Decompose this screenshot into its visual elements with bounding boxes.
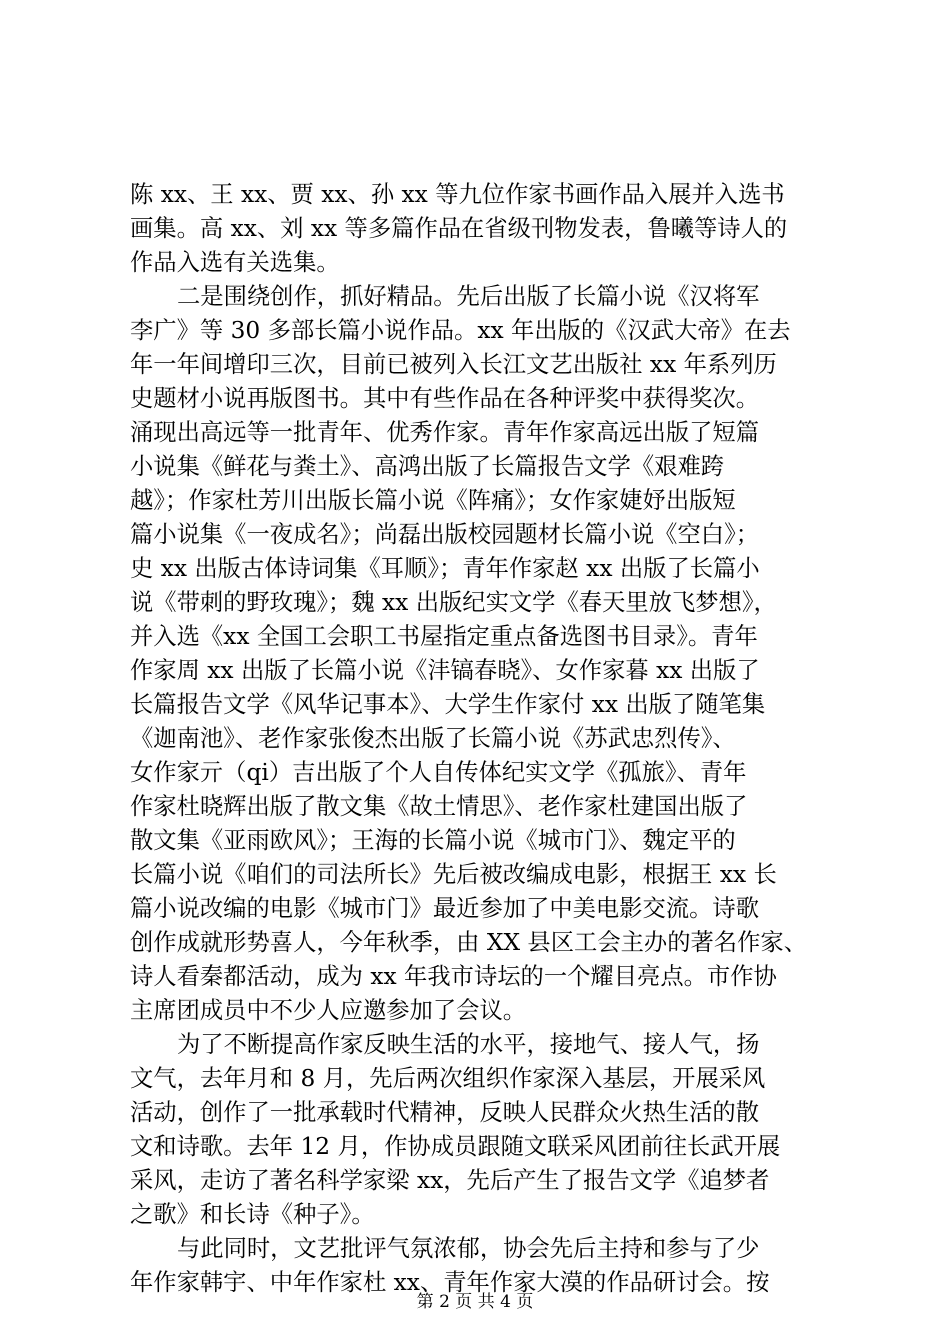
- text-line: 年作家韩宇、中年作家杜 xx、青年作家大漠的作品研讨会。按: [130, 1269, 770, 1296]
- text-line: 主席团成员中不少人应邀参加了会议。: [130, 997, 527, 1024]
- text-line: 女作家亓（qi）吉出版了个人自传体纪实文学《孤旅》、青年: [130, 759, 747, 786]
- text-line: 作品入选有关选集。: [130, 249, 340, 276]
- text-line: 越》；作家杜芳川出版长篇小说《阵痛》；女作家婕妤出版短: [130, 487, 736, 514]
- text-line: 涌现出高远等一批青年、优秀作家。青年作家高远出版了短篇: [130, 419, 760, 446]
- page-footer: 第 2 页 共 4 页: [416, 1292, 534, 1312]
- text-line: 文和诗歌。去年 12 月，作协成员跟随文联采风团前往长武开展: [130, 1133, 781, 1160]
- text-line: 李广》等 30 多部长篇小说作品。xx 年出版的《汉武大帝》在去: [130, 317, 791, 344]
- text-line: 作家杜晓辉出版了散文集《故土情思》、老作家杜建国出版了: [130, 793, 748, 820]
- text-line: 散文集《亚雨欧风》；王海的长篇小说《城市门》、魏定平的: [130, 827, 736, 854]
- text-line: 《迦南池》、老作家张俊杰出版了长篇小说《苏武忠烈传》、: [130, 725, 736, 752]
- text-line: 长篇小说《咱们的司法所长》先后被改编成电影，根据王 xx 长: [130, 861, 777, 888]
- text-line: 说《带刺的野玫瑰》；魏 xx 出版纪实文学《春天里放飞梦想》，: [130, 589, 777, 616]
- text-line: 二是围绕创作，抓好精品。先后出版了长篇小说《汉将军: [177, 283, 760, 310]
- text-line: 与此同时，文艺批评气氛浓郁，协会先后主持和参与了少: [177, 1235, 760, 1262]
- text-line: 篇小说集《一夜成名》；尚磊出版校园题材长篇小说《空白》；: [130, 521, 760, 548]
- text-line: 年一年间增印三次，目前已被列入长江文艺出版社 xx 年系列历: [130, 351, 777, 378]
- text-line: 活动，创作了一批承载时代精神，反映人民群众火热生活的散: [130, 1099, 760, 1126]
- text-line: 长篇报告文学《风华记事本》、大学生作家付 xx 出版了随笔集: [130, 691, 766, 718]
- text-line: 创作成就形势喜人，今年秋季，由 XX 县区工会主办的著名作家、: [130, 929, 807, 956]
- text-line: 作家周 xx 出版了长篇小说《沣镐春晓》、女作家暮 xx 出版了: [130, 657, 760, 684]
- text-line: 并入选《xx 全国工会职工书屋指定重点备选图书目录》。青年: [130, 623, 758, 650]
- document-body: [130, 178, 820, 1300]
- text-line: 小说集《鲜花与粪土》、高鸿出版了长篇报告文学《艰难跨: [130, 453, 725, 480]
- text-line: 文气，去年月和 8 月，先后两次组织作家深入基层，开展采风: [130, 1065, 766, 1092]
- text-line: 篇小说改编的电影《城市门》最近参加了中美电影交流。诗歌: [130, 895, 760, 922]
- text-line: 史题材小说再版图书。其中有些作品在各种评奖中获得奖次。: [130, 385, 760, 412]
- text-line: 画集。高 xx、刘 xx 等多篇作品在省级刊物发表，鲁曦等诗人的: [130, 215, 788, 242]
- text-line: 为了不断提高作家反映生活的水平，接地气、接人气，扬: [177, 1031, 760, 1058]
- text-line: 之歌》和长诗《种子》。: [130, 1201, 375, 1228]
- text-line: 陈 xx、王 xx、贾 xx、孙 xx 等九位作家书画作品入展并入选书: [130, 181, 785, 208]
- text-line: 采风，走访了著名科学家梁 xx，先后产生了报告文学《追梦者: [130, 1167, 770, 1194]
- text-line: 诗人看秦都活动，成为 xx 年我市诗坛的一个耀目亮点。市作协: [130, 963, 777, 990]
- text-line: 史 xx 出版古体诗词集《耳顺》；青年作家赵 xx 出版了长篇小: [130, 555, 760, 582]
